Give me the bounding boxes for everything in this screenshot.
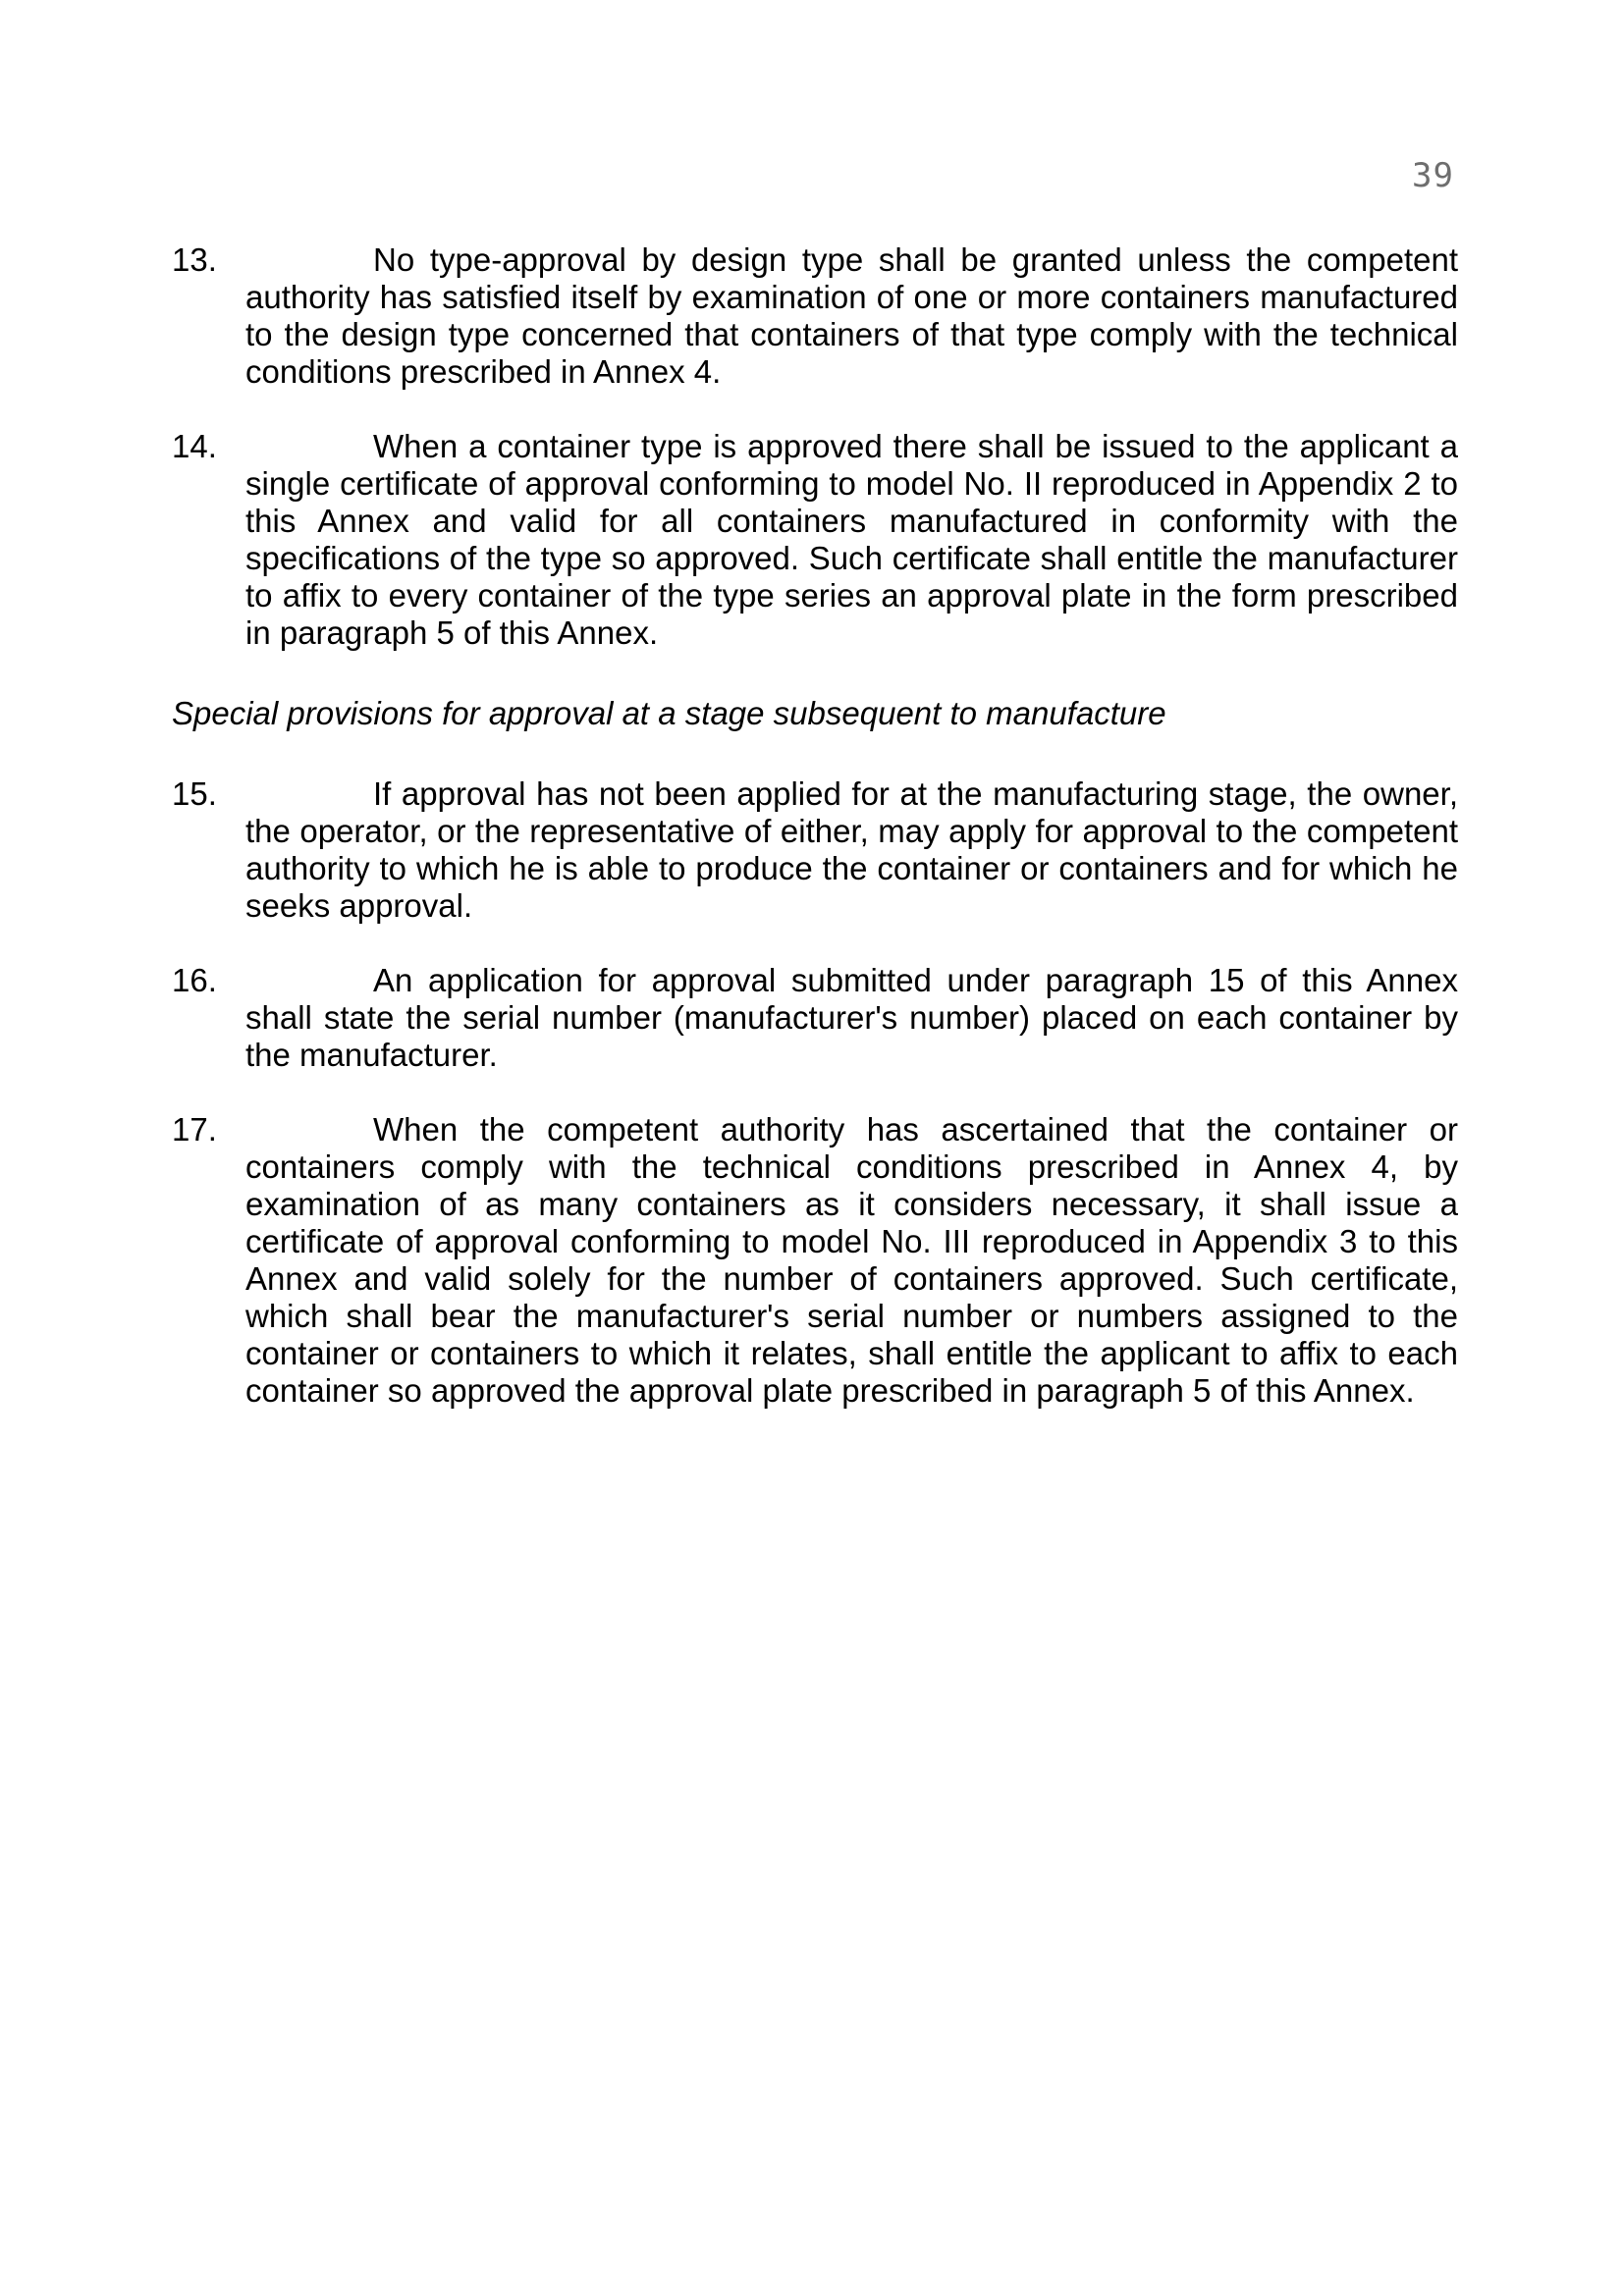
paragraph-15-number: 15. [172, 775, 217, 812]
paragraph-14-number: 14. [172, 428, 217, 464]
paragraph-17-text: When the competent authority has ascertained that the container or containers comply with the technical conditions prescribed in Annex 4, by examination of as many containers as it considers necessary, it shall issue a certificate of approval conforming to model No. III reproduced in Appendix 3 to this Annex and valid solely for the number of containers approved. Such certificate, which shall bear the manufacturer's serial number or numbers assigned to the container or containers to which it relates, shall entitle the applicant to affix to each container so approved the approval plate prescribed in paragraph 5 of this Annex. [245, 1111, 1458, 1409]
page-number: 39 [1412, 156, 1454, 195]
paragraph-15-text: If approval has not been applied for at the manufacturing stage, the owner, the operator, or the representative of either, may apply for approval to the competent authority to which he is able to produce the container or containers and for which he seeks approval. [245, 775, 1458, 924]
paragraph-16 [172, 962, 1458, 1074]
paragraph-14-text: When a container type is approved there shall be issued to the applicant a single certificate of approval conforming to model No. II reproduced in Appendix 2 to this Annex and valid for all containers manufactured in conformity with the specifications of the type so approved. Such certificate shall entitle the manufacturer to affix to every container of the type series an approval plate in the form prescribed in paragraph 5 of this Annex. [245, 428, 1458, 651]
paragraph-13 [172, 241, 1458, 391]
section-heading: Special provisions for approval at a stage subsequent to manufacture [172, 695, 1166, 731]
paragraph-13-text: No type-approval by design type shall be granted unless the competent authority has satisfied itself by examination of one or more containers manufactured to the design type concerned that containers of that type comply with the technical conditions prescribed in Annex 4. [245, 241, 1458, 390]
document-body [172, 241, 1458, 1447]
paragraph-16-text: An application for approval submitted under paragraph 15 of this Annex shall state the serial number (manufacturer's number) placed on each container by the manufacturer. [245, 962, 1458, 1073]
paragraph-15 [172, 775, 1458, 925]
paragraph-16-number: 16. [172, 962, 217, 998]
paragraph-13-number: 13. [172, 241, 217, 278]
paragraph-17-number: 17. [172, 1111, 217, 1148]
paragraph-14 [172, 428, 1458, 652]
paragraph-17 [172, 1111, 1458, 1410]
